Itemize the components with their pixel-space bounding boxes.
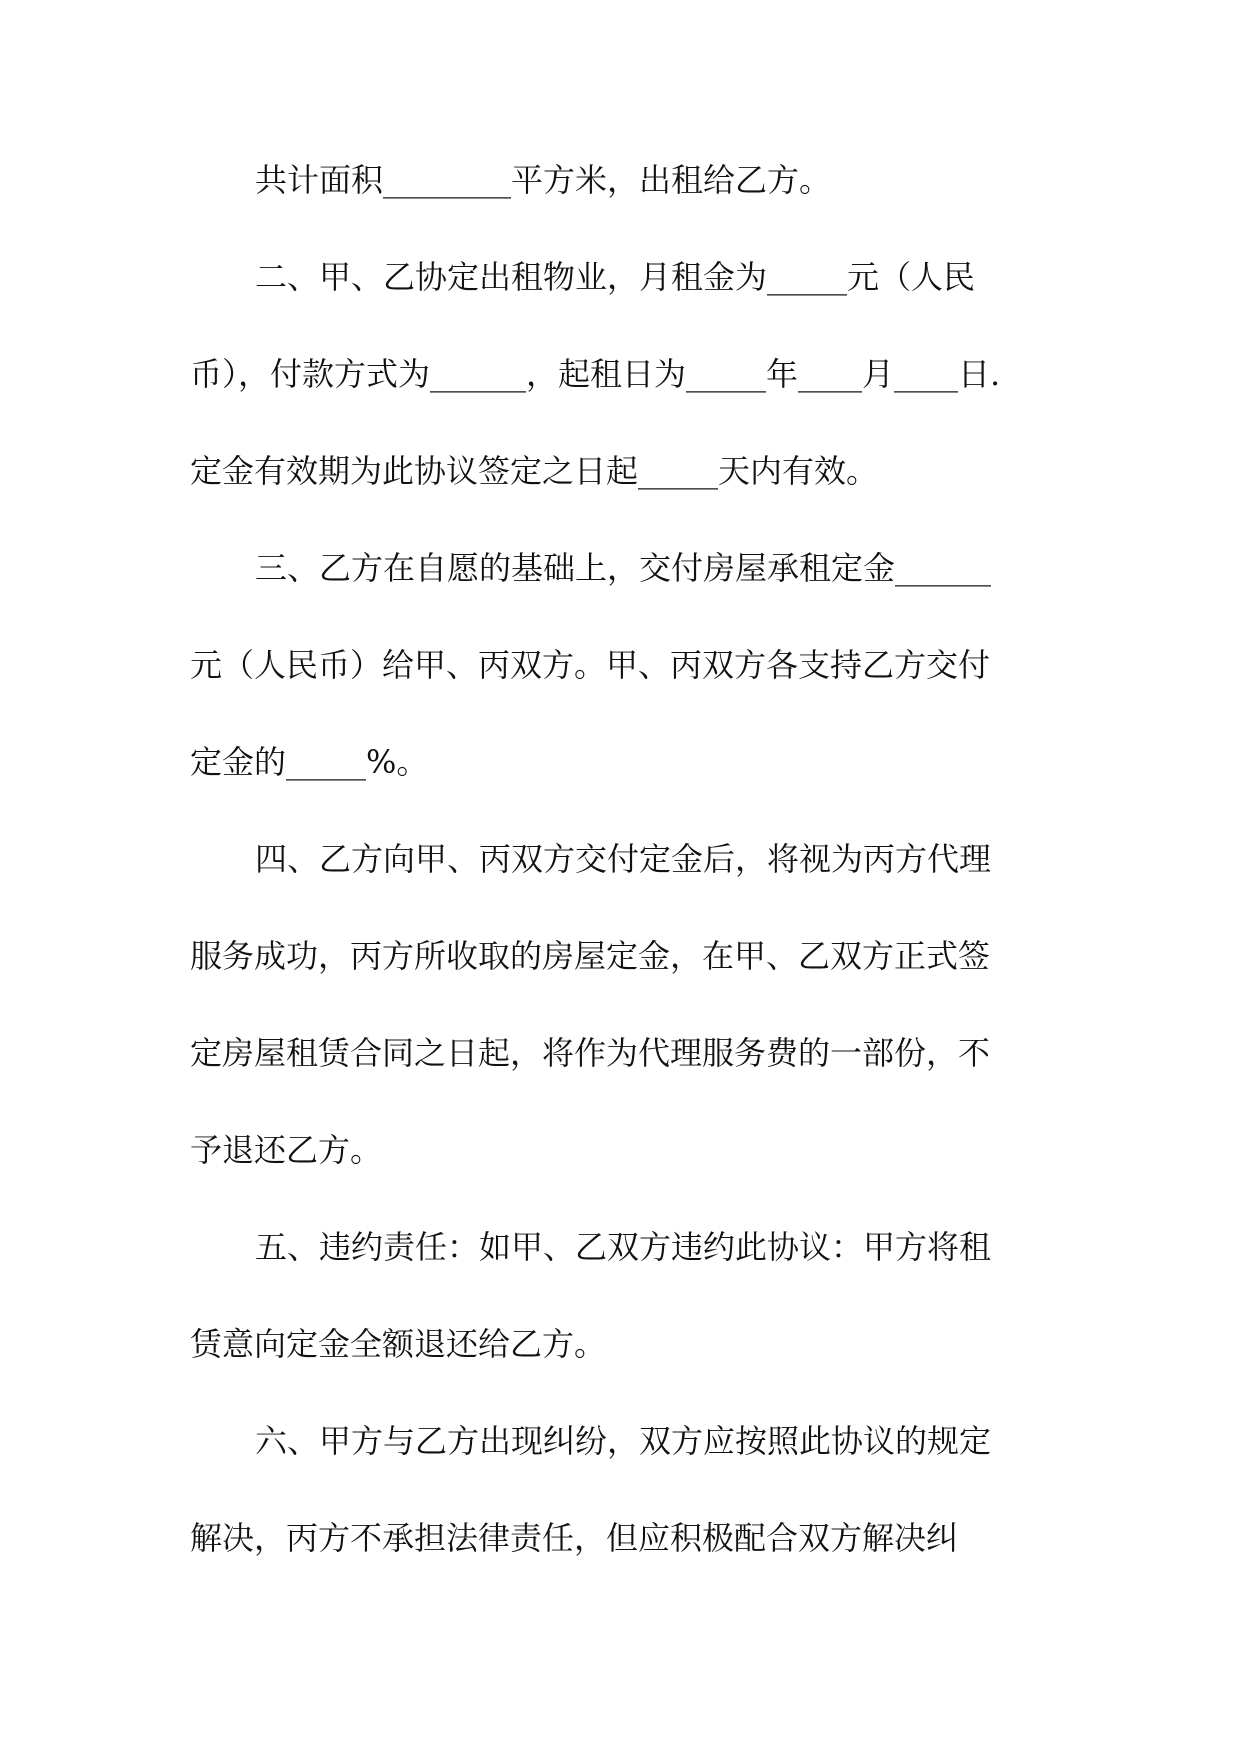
text-line: 三、乙方在自愿的基础上，交付房屋承租定金______	[255, 549, 992, 587]
text-line: 二、甲、乙协定出租物业，月租金为_____元（人民	[255, 258, 976, 296]
text-line: 定金有效期为此协议签定之日起_____天内有效。	[190, 452, 879, 490]
text-line: 元（人民币）给甲、丙双方。甲、丙双方各支持乙方交付	[190, 646, 991, 684]
text-line: 五、违约责任：如甲、乙双方违约此协议：甲方将租	[255, 1228, 992, 1266]
text-line: 定房屋租赁合同之日起，将作为代理服务费的一部份，不	[190, 1034, 991, 1072]
text-line: 币），付款方式为______，起租日为_____年____月____日.	[190, 355, 1001, 393]
text-line: 共计面积________平方米，出租给乙方。	[255, 161, 832, 199]
text-line: 六、甲方与乙方出现纠纷，双方应按照此协议的规定	[255, 1422, 992, 1460]
text-line: 定金的_____%。	[190, 743, 429, 781]
text-line: 予退还乙方。	[190, 1131, 383, 1169]
text-line: 赁意向定金全额退还给乙方。	[190, 1325, 607, 1363]
text-line: 解决，丙方不承担法律责任，但应积极配合双方解决纠	[190, 1519, 959, 1557]
text-line: 四、乙方向甲、丙双方交付定金后，将视为丙方代理	[255, 840, 992, 878]
text-line: 服务成功，丙方所收取的房屋定金，在甲、乙双方正式签	[190, 937, 991, 975]
